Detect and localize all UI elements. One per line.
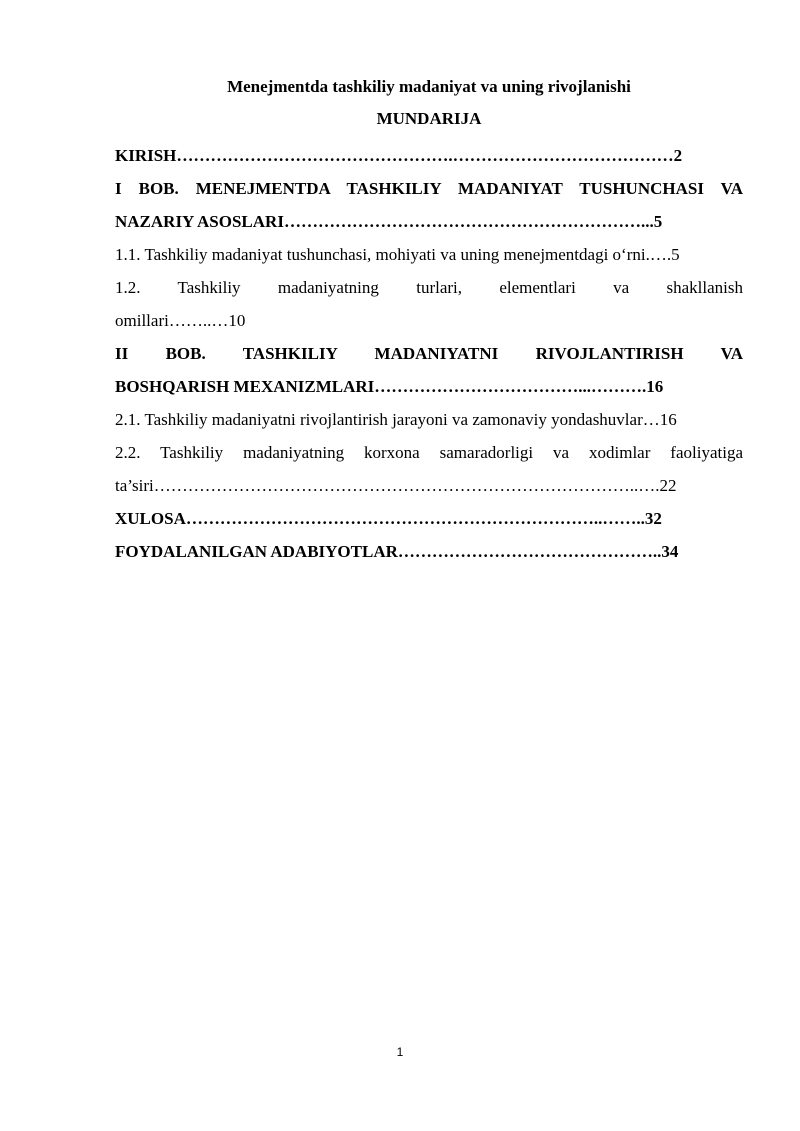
toc-line: I BOB. MENEJMENTDA TASHKILIY MADANIYAT TUSHUNCHASI VA	[115, 179, 743, 198]
toc-line: 2.1. Tashkiliy madaniyatni rivojlantirish jarayoni va zamonaviy yondashuvlar…16	[115, 410, 677, 429]
toc-line: XULOSA………………………………………………………………..……..32	[115, 509, 662, 528]
toc-line: 2.2. Tashkiliy madaniyatning korxona samaradorligi va xodimlar faoliyatiga	[115, 443, 743, 462]
document-page	[115, 75, 743, 568]
toc-line: 1.1. Tashkiliy madaniyat tushunchasi, mohiyati va uning menejmentdagi o‘rni.….5	[115, 245, 680, 264]
toc-line: ta’siri…………………………………………………………………………..….22	[115, 476, 677, 495]
toc-line: BOSHQARISH MEXANIZMLARI………………………………...……….16	[115, 377, 664, 396]
toc-line: II BOB. TASHKILIY MADANIYATNI RIVOJLANTIRISH VA	[115, 344, 743, 363]
toc-line: KIRISH………………………………………….…………………………………2	[115, 146, 683, 165]
toc-line: FOYDALANILGAN ADABIYOTLAR………………………………………..34	[115, 542, 679, 561]
toc-line: NAZARIY ASOSLARI………………………………………………………...5	[115, 212, 663, 231]
toc-line: 1.2. Tashkiliy madaniyatning turlari, elementlari va shakllanish	[115, 278, 743, 297]
table-of-contents	[115, 139, 743, 568]
document-title: Menejmentda tashkiliy madaniyat va uning rivojlanishi	[227, 77, 631, 96]
toc-heading: MUNDARIJA	[376, 109, 482, 128]
page-number: 1	[396, 1045, 404, 1059]
toc-line: omillari……..…10	[115, 311, 246, 330]
